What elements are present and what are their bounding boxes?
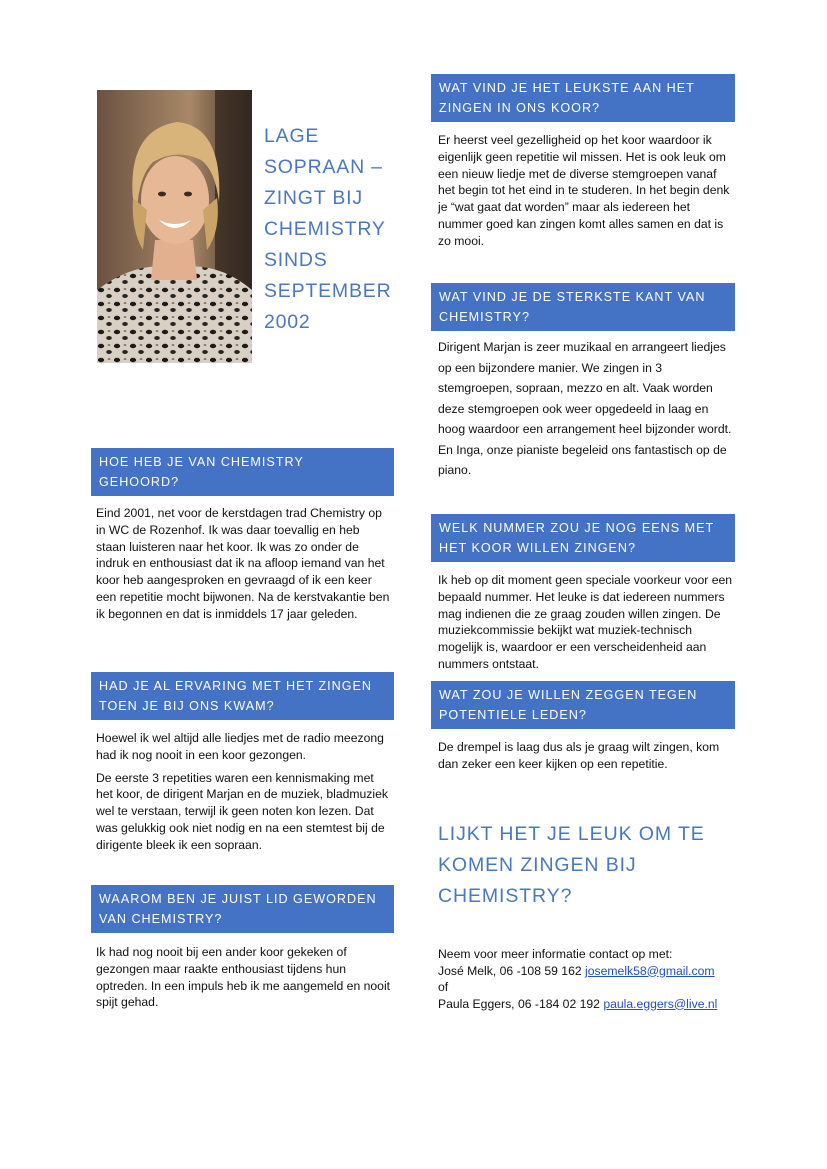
paragraph: De drempel is laag dus als je graag wilt zingen, kom dan zeker een keer kijken op een repetitie. <box>438 740 720 771</box>
section-title: HOE HEB JE VAN CHEMISTRY GEHOORD? <box>99 455 304 489</box>
section-header-best-part <box>431 74 735 122</box>
section-title: WAT ZOU JE WILLEN ZEGGEN TEGEN POTENTIELE LEDEN? <box>439 688 698 722</box>
contact-intro: Neem voor meer informatie contact op met: <box>438 947 673 961</box>
contact-2-name-phone: Paula Eggers, 06 -184 02 192 <box>438 996 604 1011</box>
section-body-why-join <box>96 944 392 1011</box>
section-header-experience <box>91 672 394 720</box>
contact-1-email-link[interactable]: josemelk58@gmail.com <box>585 963 715 978</box>
paragraph: Ik had nog nooit bij een ander koor gekeken of gezongen maar raakte enthousiast tijdens hun optreden. In een impuls heb ik me aangemeld en nooit spijt gehad. <box>96 945 391 1010</box>
contact-2-email-link[interactable]: paula.eggers@live.nl <box>603 996 718 1011</box>
member-voice-role: LAGE SOPRAAN – ZINGT BIJ CHEMISTRY SINDS SEPTEMBER 2002 <box>264 125 392 333</box>
cta-heading: LIJKT HET JE LEUK OM TE KOMEN ZINGEN BIJ CHEMISTRY? <box>438 823 705 907</box>
section-title: WAT VIND JE DE STERKSTE KANT VAN CHEMISTRY? <box>439 290 706 324</box>
paragraph: Dirigent Marjan is zeer muzikaal en arrangeert liedjes op een bijzondere manier. We zingen in 3 stemgroepen, sopraan, mezzo en alt. Vaak worden deze stemgroepen ook weer opgedeeld in laag en hoog waardoor een arrangement heel bijzonder wordt. En Inga, onze pianiste begeleid ons fantastisch op de piano. <box>438 340 732 477</box>
contact-or: of <box>438 980 449 994</box>
section-header-potential-members <box>431 681 735 729</box>
section-title: WELK NUMMER ZOU JE NOG EENS MET HET KOOR WILLEN ZINGEN? <box>439 521 714 555</box>
section-header-how-heard <box>91 448 394 496</box>
section-body-how-heard <box>96 505 392 623</box>
paragraph: Hoewel ik wel altijd alle liedjes met de radio meezong had ik nog nooit in een koor gezongen. <box>96 731 384 762</box>
section-body-song-wish <box>438 572 734 673</box>
section-body-experience <box>96 730 392 854</box>
contact-line-2 <box>438 996 758 1013</box>
section-body-best-part <box>438 132 734 250</box>
section-header-why-join <box>91 885 394 933</box>
section-body-strongest-side <box>438 337 736 481</box>
section-title: WAAROM BEN JE JUIST LID GEWORDEN VAN CHEMISTRY? <box>99 892 377 926</box>
paragraph: Er heerst veel gezelligheid op het koor waardoor ik eigenlijk geen repetitie wil missen. Het is ook leuk om een nieuw liedje met de diverse stemgroepen vanaf het begin tot het eind in te studeren. In het begin denk je “wat gaat dat worden” maar als iedereen het nummer goed kan zingen komt alles samen en dat is zo mooi. <box>438 133 730 248</box>
section-header-song-wish <box>431 514 735 562</box>
section-header-strongest-side <box>431 283 735 331</box>
paragraph: Eind 2001, net voor de kerstdagen trad Chemistry op in WC de Rozenhof. Ik was daar toevallig en heb staan luisteren naar het koor. Ik was zo onder de indruk en enthousiast dat ik na afloop iemand van het koor heb aangesproken en gevraagd of ik een keer een repetitie mocht bijwonen. Na de kerstvakantie ben ik begonnen en dat is inmiddels 17 jaar geleden. <box>96 506 390 621</box>
section-title: WAT VIND JE HET LEUKSTE AAN HET ZINGEN IN ONS KOOR? <box>439 81 695 115</box>
contact-line-1 <box>438 963 758 980</box>
member-portrait-photo <box>97 90 252 363</box>
contact-info <box>438 946 758 1012</box>
paragraph: Ik heb op dit moment geen speciale voorkeur voor een bepaald nummer. Het leuke is dat iedereen nummers mag indienen die ze graag zouden willen zingen. De muziekcommissie bekijkt wat muziek-technisch mogelijk is, waardoor er een verscheidenheid aan nummers ontstaat. <box>438 573 733 671</box>
contact-1-name-phone: José Melk, 06 -108 59 162 <box>438 963 586 978</box>
section-body-potential-members <box>438 739 736 773</box>
section-title: HAD JE AL ERVARING MET HET ZINGEN TOEN JE BIJ ONS KWAM? <box>99 679 373 713</box>
paragraph: De eerste 3 repetities waren een kennismaking met het koor, de dirigent Marjan en de muziek, bladmuziek wel te verstaan, terwijl ik geen noten kon lezen. Dat was gelukkig ook niet nodig en na een stemtest bij de dirigente bleek ik een sopraan. <box>96 770 388 852</box>
